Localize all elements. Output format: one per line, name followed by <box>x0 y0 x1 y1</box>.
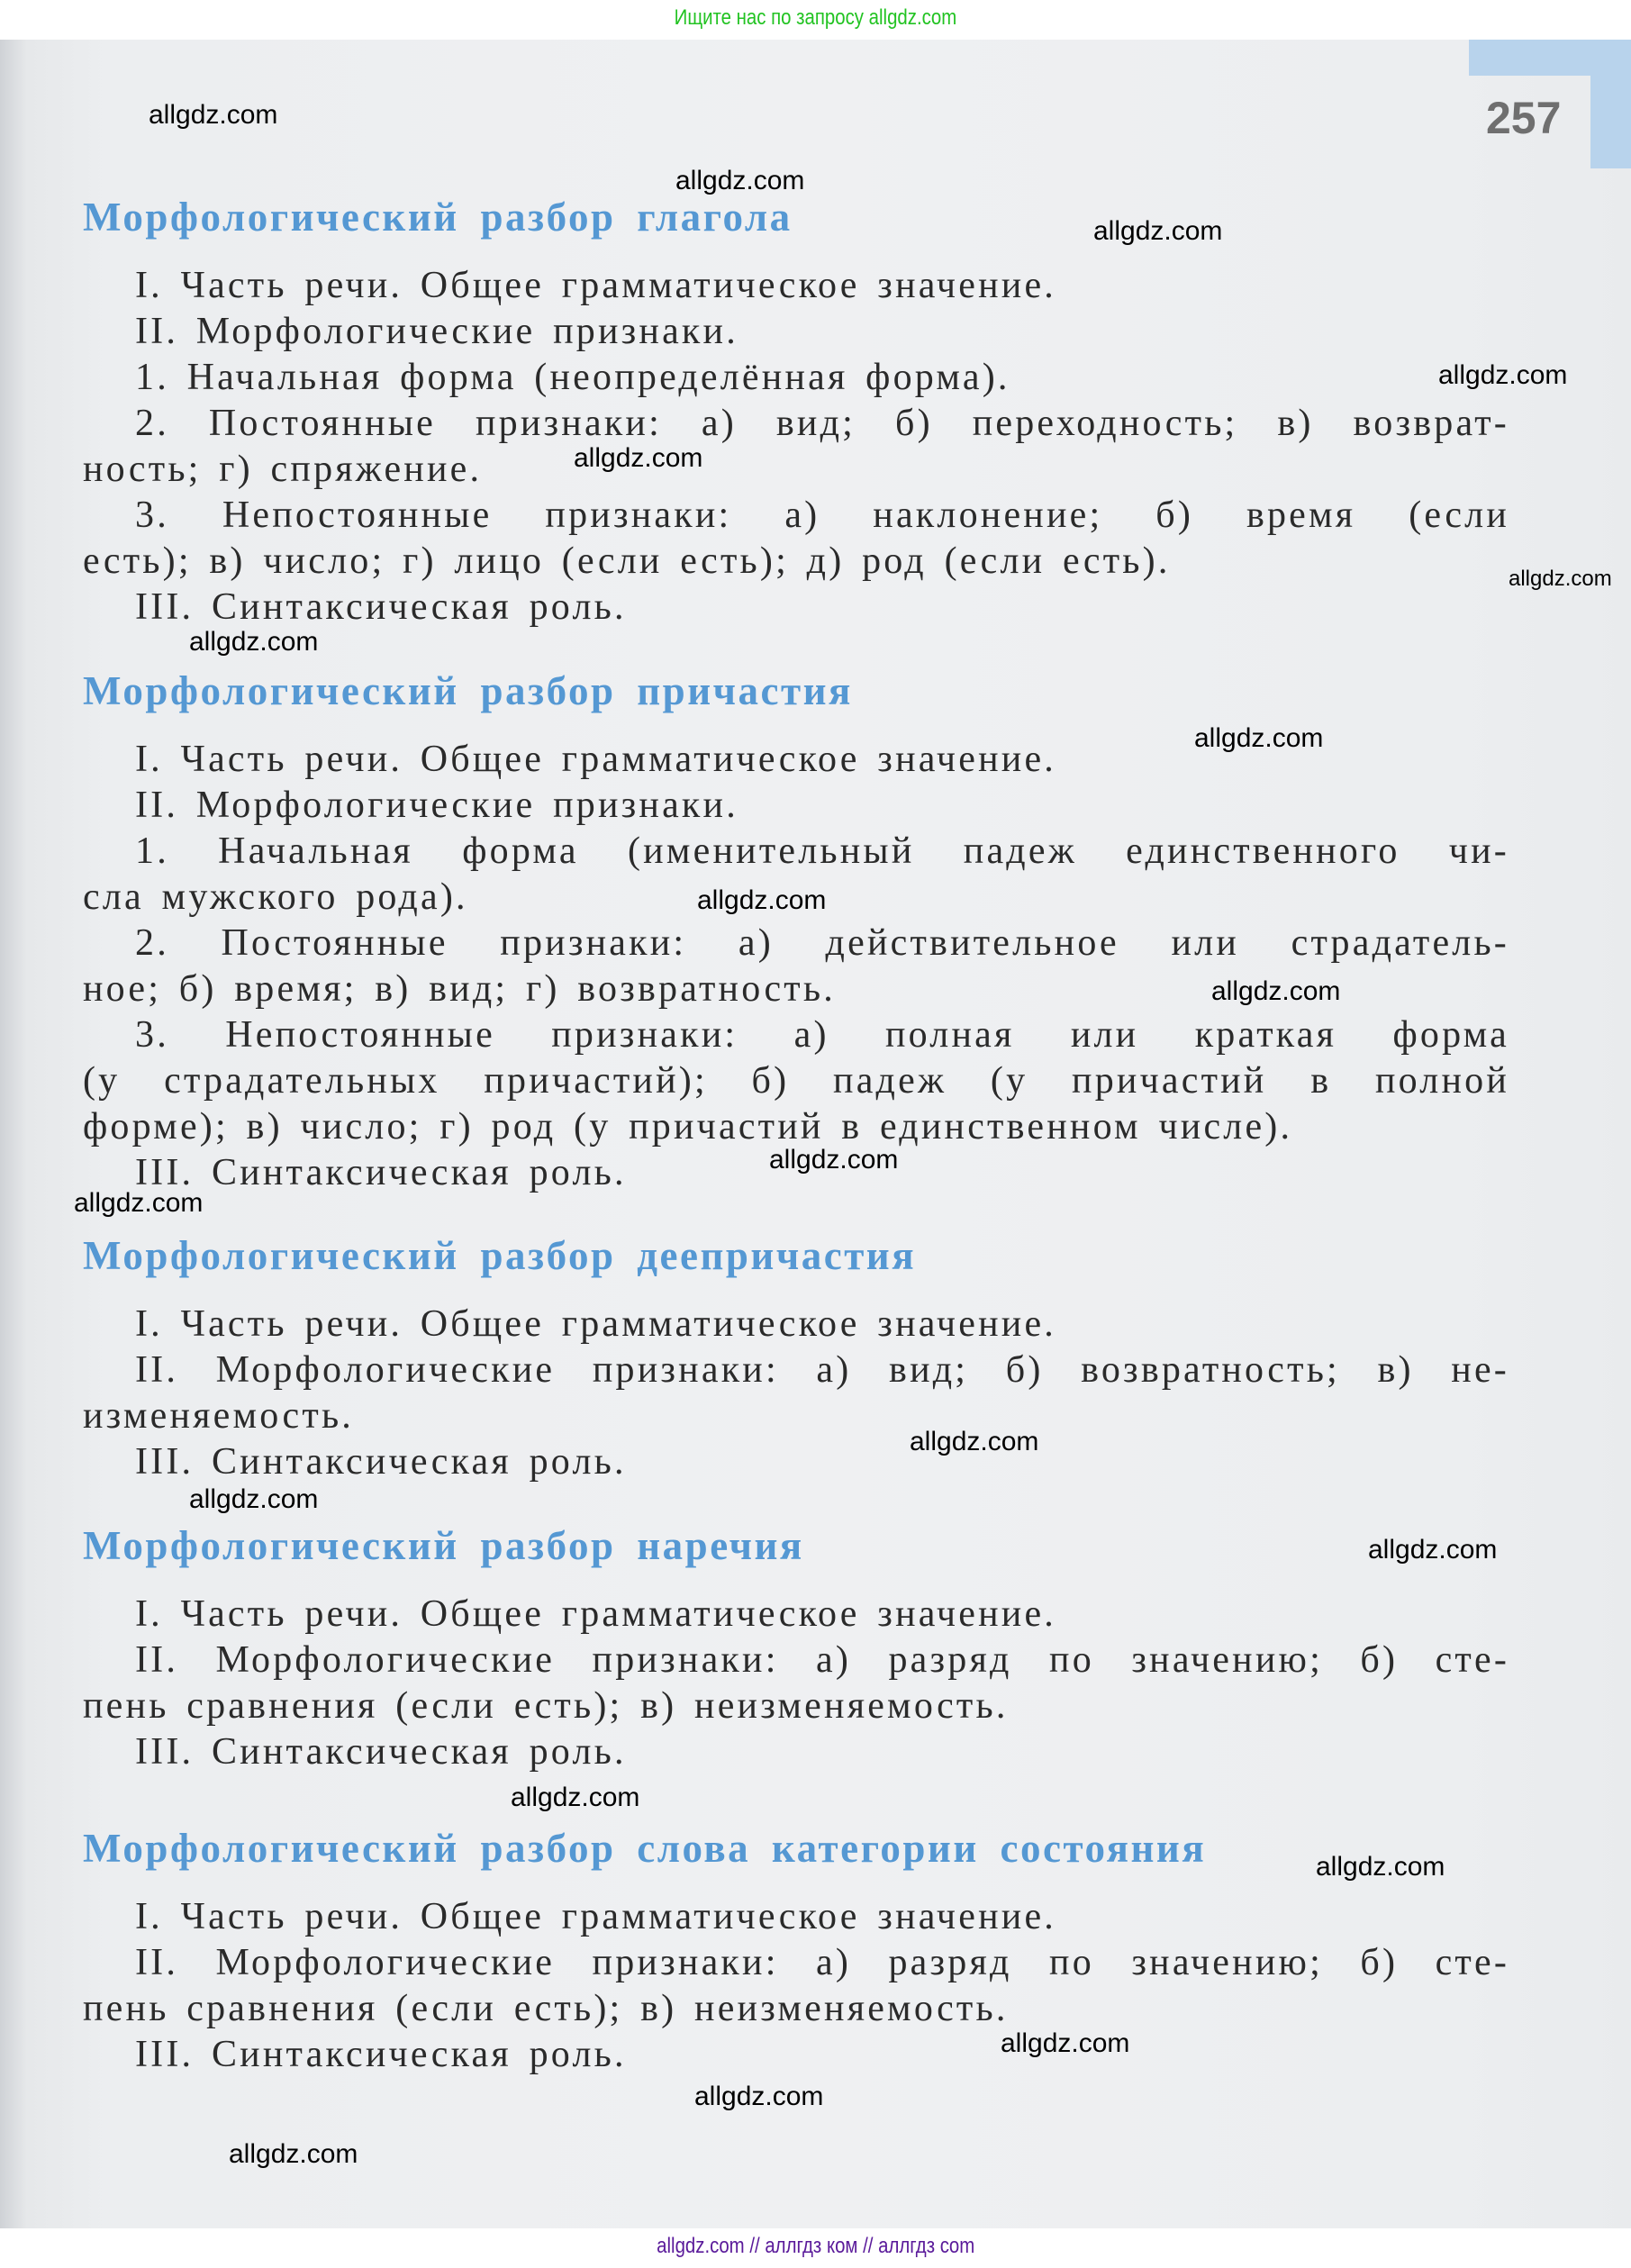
text-line: 1. Начальная форма (именительный падеж единственного чи- <box>135 830 1509 872</box>
text-line: III. Синтаксическая роль. <box>135 1731 627 1773</box>
watermark: allgdz.com <box>574 443 703 473</box>
bottom-banner-links[interactable]: allgdz.com // аллгдз ком // аллгдз com <box>656 2234 975 2258</box>
text-line: III. Синтаксическая роль. <box>135 586 627 628</box>
text-line: II. Морфологические признаки: а) вид; б) возвратность; в) не- <box>135 1349 1509 1391</box>
watermark: allgdz.com <box>1211 976 1341 1006</box>
top-banner <box>0 0 1631 40</box>
top-banner-text: Ищите нас по запросу allgdz.com <box>674 5 957 30</box>
text-line: 3. Непостоянные признаки: а) наклонение; б) время (если <box>135 494 1509 536</box>
watermark: allgdz.com <box>694 2082 824 2111</box>
watermark: allgdz.com <box>149 100 278 130</box>
text-line: 1. Начальная форма (неопределённая форма). <box>135 357 1010 398</box>
text-line: пень сравнения (если есть); в) неизменяемость. <box>83 1988 1009 2029</box>
text-line: 2. Постоянные признаки: а) вид; б) переходность; в) возврат- <box>135 403 1509 444</box>
text-line: ное; б) время; в) вид; г) возвратность. <box>83 968 836 1010</box>
watermark: allgdz.com <box>697 885 827 915</box>
textbook-page <box>0 40 1631 2228</box>
watermark: allgdz.com <box>1001 2028 1130 2058</box>
watermark: allgdz.com <box>1316 1852 1445 1882</box>
text-line: III. Синтаксическая роль. <box>135 2034 627 2075</box>
watermark: allgdz.com <box>1194 723 1324 753</box>
watermark: allgdz.com <box>189 1484 319 1514</box>
text-line: III. Синтаксическая роль. <box>135 1152 627 1193</box>
watermark: allgdz.com <box>1093 216 1223 246</box>
watermark: allgdz.com <box>1438 360 1568 390</box>
text-line: 3. Непостоянные признаки: а) полная или краткая форма <box>135 1014 1509 1056</box>
text-line: II. Морфологические признаки. <box>135 785 738 826</box>
text-line: 2. Постоянные признаки: а) действительное или страдатель- <box>135 922 1509 964</box>
watermark: allgdz.com <box>769 1145 899 1175</box>
bottom-banner[interactable] <box>0 2228 1631 2268</box>
text-line: III. Синтаксическая роль. <box>135 1441 627 1483</box>
text-line: II. Морфологические признаки: а) разряд по значению; б) сте- <box>135 1639 1509 1681</box>
page-corner-tab-edge <box>1590 76 1631 168</box>
text-line: изменяемость. <box>83 1395 355 1437</box>
section-heading: Морфологический разбор деепричастия <box>83 1233 917 1278</box>
page-number: 257 <box>1486 93 1562 143</box>
text-line: ность; г) спряжение. <box>83 449 483 490</box>
text-line: I. Часть речи. Общее грамматическое значение. <box>135 739 1056 780</box>
section-heading: Морфологический разбор причастия <box>83 668 853 713</box>
text-line: есть); в) число; г) лицо (если есть); д) род (если есть). <box>83 540 1171 582</box>
watermark: allgdz.com <box>675 166 805 195</box>
watermark: allgdz.com <box>189 627 319 657</box>
watermark: allgdz.com <box>910 1427 1039 1456</box>
page-corner-tab <box>1469 40 1631 76</box>
section-heading: Морфологический разбор слова категории состояния <box>83 1826 1207 1871</box>
text-line: II. Морфологические признаки: а) разряд по значению; б) сте- <box>135 1942 1509 1983</box>
text-line: сла мужского рода). <box>83 876 468 918</box>
watermark: allgdz.com <box>1509 567 1612 591</box>
text-line: I. Часть речи. Общее грамматическое значение. <box>135 1593 1056 1635</box>
watermark: allgdz.com <box>511 1783 640 1812</box>
watermark: allgdz.com <box>74 1188 204 1218</box>
watermark: allgdz.com <box>1368 1535 1498 1565</box>
text-line: (у страдательных причастий); б) падеж (у причастий в полной <box>83 1060 1509 1102</box>
section-heading: Морфологический разбор глагола <box>83 195 793 240</box>
text-line: I. Часть речи. Общее грамматическое значение. <box>135 265 1056 306</box>
text-line: I. Часть речи. Общее грамматическое значение. <box>135 1303 1056 1345</box>
text-line: I. Часть речи. Общее грамматическое значение. <box>135 1896 1056 1937</box>
text-line: форме); в) число; г) род (у причастий в единственном числе). <box>83 1106 1293 1148</box>
text-line: пень сравнения (если есть); в) неизменяемость. <box>83 1685 1009 1727</box>
watermark: allgdz.com <box>229 2139 358 2169</box>
text-line: II. Морфологические признаки. <box>135 311 738 352</box>
section-heading: Морфологический разбор наречия <box>83 1523 804 1568</box>
